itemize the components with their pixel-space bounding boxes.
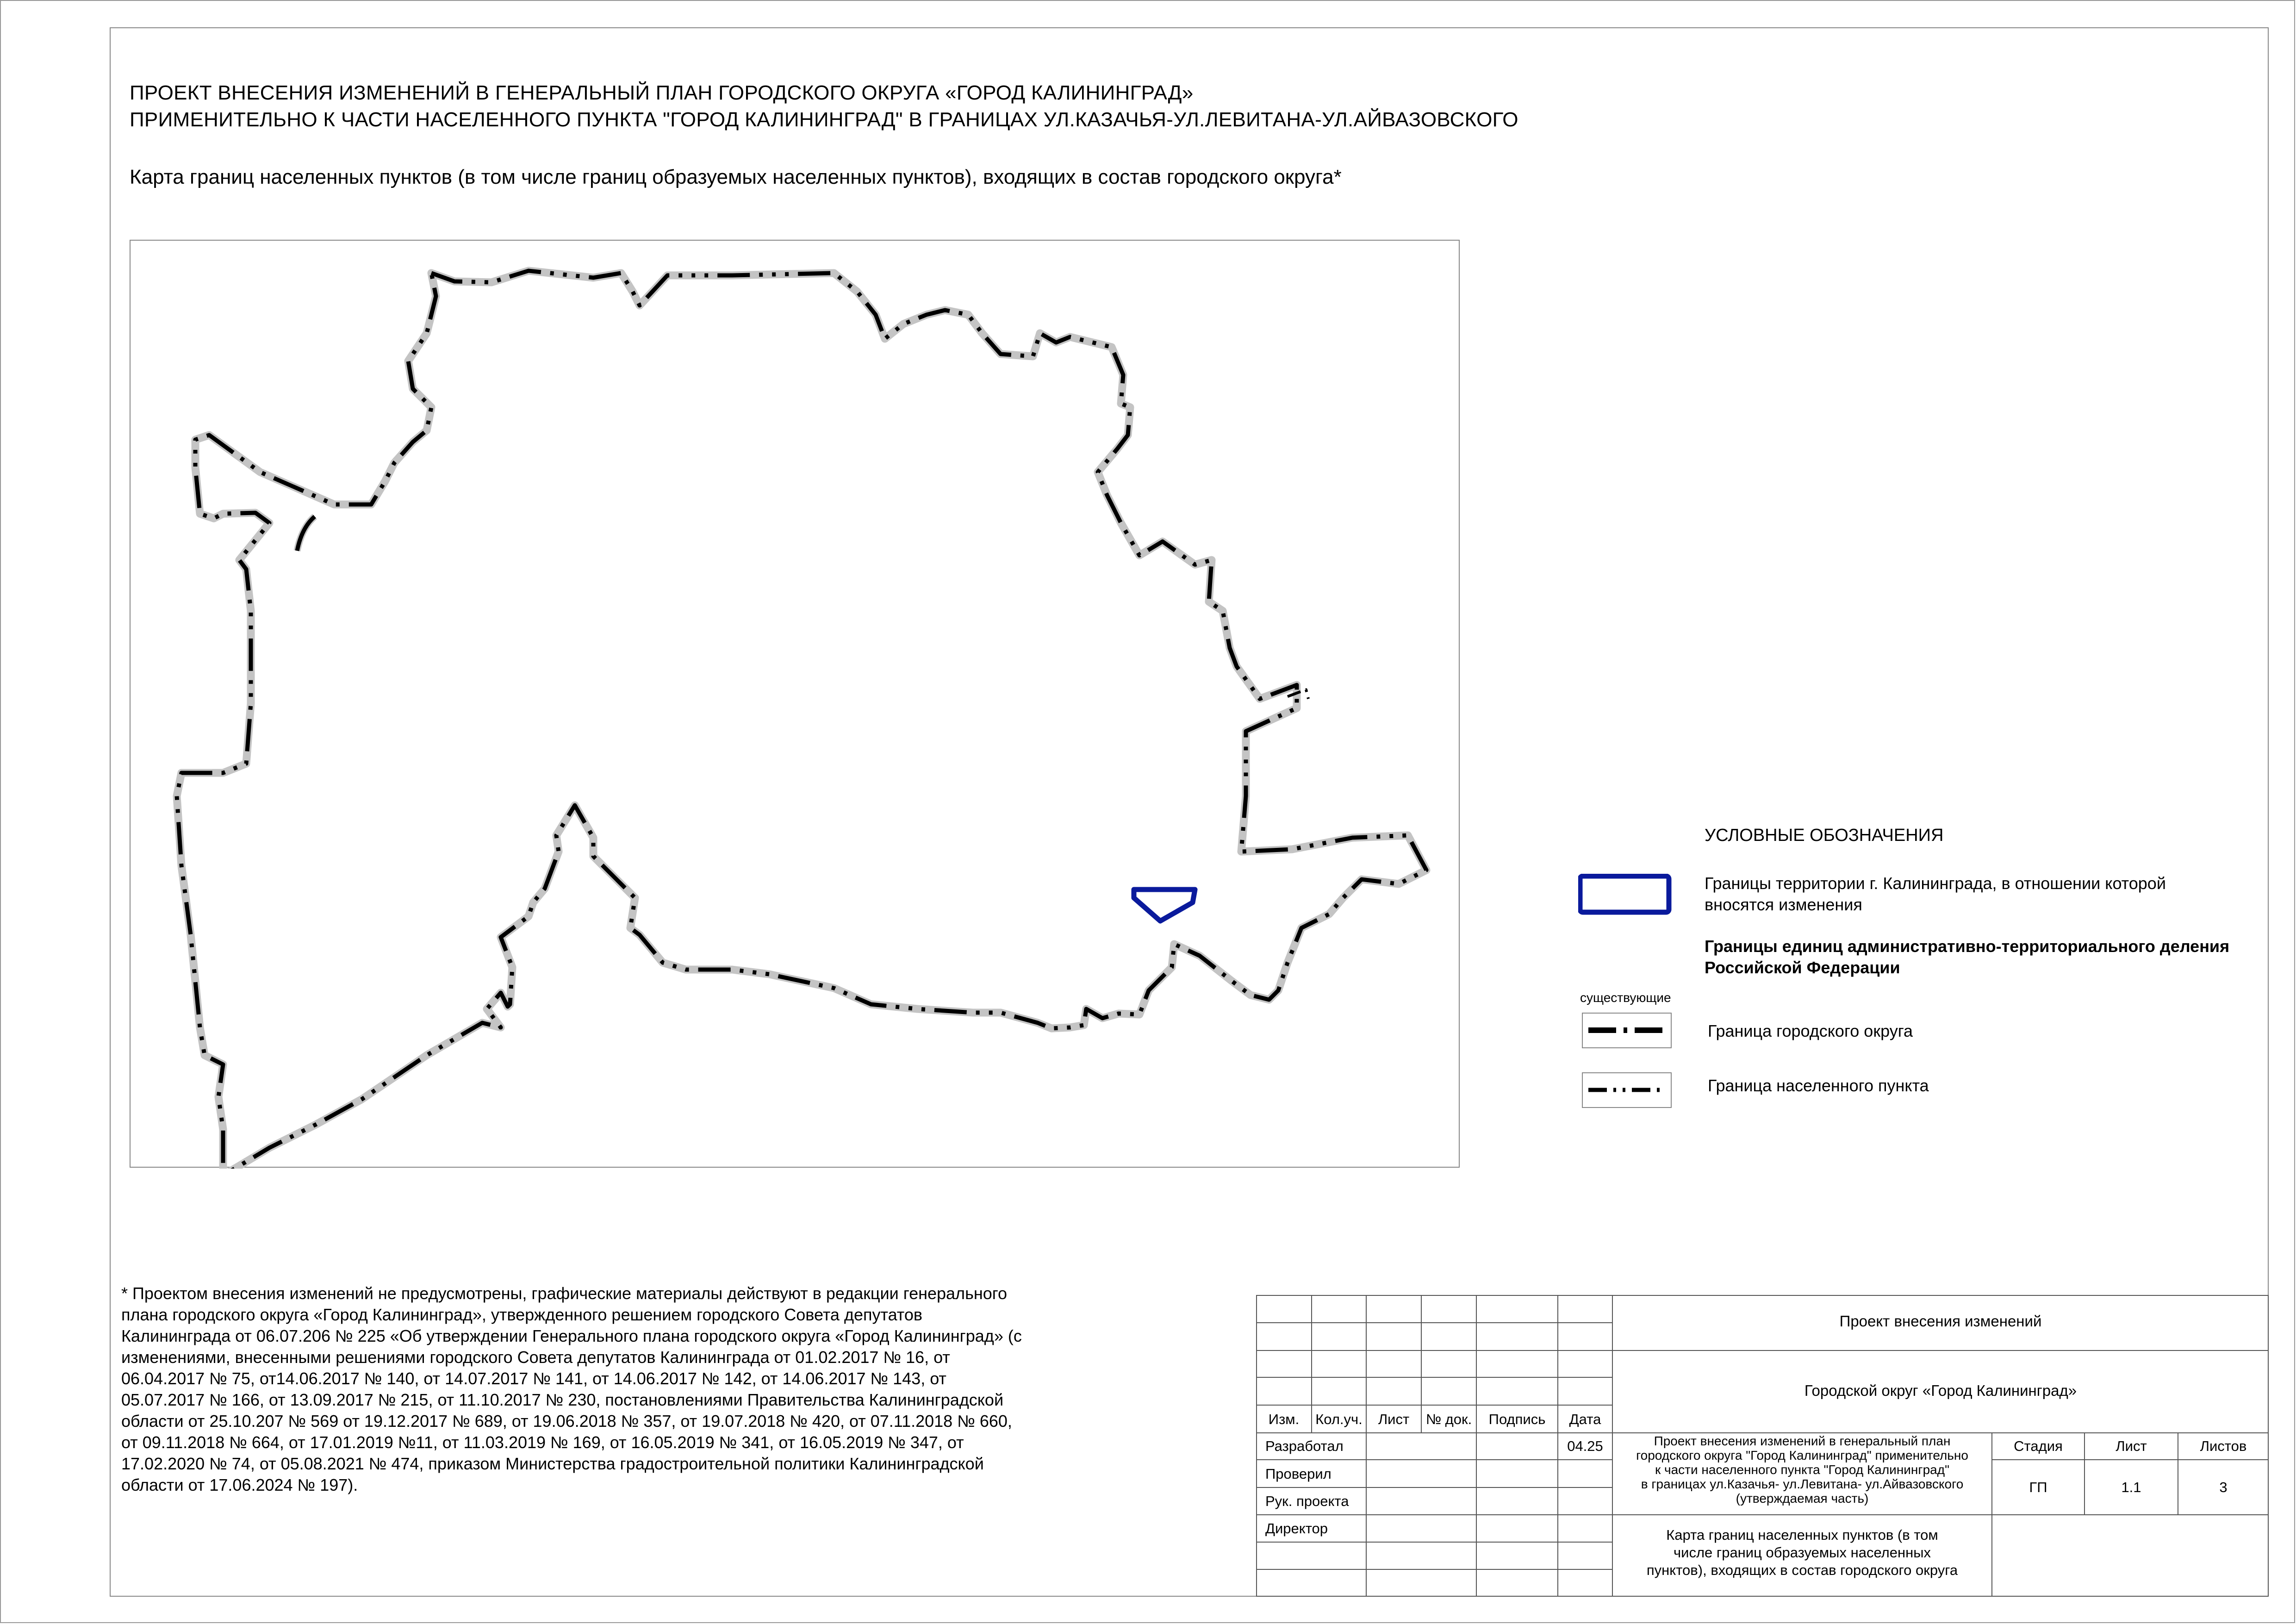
stamp-sheet-value: 1.1 — [2121, 1479, 2141, 1495]
boundary-halo — [177, 271, 1426, 1169]
legend-swatches — [1578, 874, 1680, 985]
stamp-header-signature: Подпись — [1488, 1411, 1546, 1427]
footnote: * Проектом внесения изменений не предусмотрены, графические материалы действуют в редакции генерального плана городского округа «Город Калининград», утвержденного решением городского Совета депутатов Калининграда от 06.07.206 № 225 «Об утверждении Генерального плана городского округа «Город Калининград» (с изменениями, внесенными решениями городского Совета депутатов Калининграда от 01.02.2017 № 16, от 06.04.2017 № 75, от14.06.2017 № 140, от 14.07.2017 № 141, от 14.06.2017 № 142, от 14.06.2017 № 143, от 05.07.2017 № 166, от 13.09.2017 № 215, от 11.10.2017 № 230, постановлениями Правительства Калининградской области от 25.10.207 № 569 от 19.12.2017 № 689, от 19.06.2018 № 357, от 19.07.2018 № 420, от 07.11.2018 № 660, от 09.11.2018 № 664, от 17.01.2019 №11, от 11.03.2019 № 169, от 16.05.2019 № 341, от 16.05.2019 № 347, от 17.02.2020 № 74, от 05.08.2021 № 474, приказом Министерства градостроительной политики Калининградской области от 17.06.2024 № 197). — [121, 1284, 1022, 1494]
map-subtitle: Карта границ населенных пунктов (в том числе границ образуемых населенных пунктов), входящих в состав городского округа* — [130, 166, 1342, 188]
stamp-role-director: Директор — [1265, 1520, 1328, 1537]
legend-admin-heading — [1705, 936, 2229, 978]
settlement-boundary-line — [177, 271, 1426, 1169]
stamp-role-checked: Проверил — [1265, 1466, 1332, 1482]
map-panel — [130, 240, 1460, 1168]
title-line-2: ПРИМЕНИТЕЛЬНО К ЧАСТИ НАСЕЛЕННОГО ПУНКТА "ГОРОД КАЛИНИНГРАД" В ГРАНИЦАХ УЛ.КАЗАЧЬЯ-УЛ.ЛЕВИТАНА-УЛ.АЙВАЗОВСКОГО — [130, 108, 1518, 131]
stamp-description-line-1: Проект внесения изменений в генеральный план — [1654, 1434, 1951, 1448]
stamp-sheet-title-line-3: пунктов), входящих в состав городского округа — [1646, 1562, 1958, 1578]
stamp-description-line-3: к части населенного пункта "Город Калининград" — [1655, 1462, 1950, 1477]
legend-change-area-label: Границы территории г. Калининграда, в отношении которой вносятся изменения — [1705, 874, 2166, 914]
title-block — [1256, 1295, 2269, 1597]
legend-settlement-boundary-label: Граница населенного пункта — [1708, 1076, 1929, 1095]
stamp-sheet-title-line-1: Карта границ населенных пунктов (в том — [1666, 1527, 1938, 1543]
stamp-stage-value: ГП — [2029, 1479, 2047, 1495]
city-boundary-map — [131, 241, 1461, 1169]
stamp-header-date: Дата — [1569, 1411, 1601, 1427]
stamp-description-line-2: городского округа "Город Калининград" применительно — [1636, 1448, 1968, 1462]
stamp-sheets-label: Листов — [2200, 1438, 2247, 1454]
legend-admin-heading-line-1: Границы единиц административно-территориального деления — [1705, 937, 2230, 956]
change-area-swatch — [1580, 876, 1669, 912]
legend-existing-label: существующие — [1580, 990, 1671, 1005]
stamp-sheet-title-line-2: числе границ образуемых населенных — [1673, 1544, 1931, 1561]
drawing-title — [130, 80, 1518, 133]
legend-admin-heading-line-2: Российской Федерации — [1705, 958, 1900, 977]
stamp-role-project-lead: Рук. проекта — [1265, 1493, 1349, 1509]
stamp-sheet-title — [1612, 1526, 1992, 1579]
legend-line-swatches — [1582, 1013, 1674, 1114]
stamp-header-kol-uch: Кол.уч. — [1315, 1411, 1363, 1427]
change-territory-outline — [1134, 890, 1195, 921]
stamp-okrug: Городской округ «Город Калининград» — [1804, 1382, 2077, 1399]
stamp-description-line-5: (утверждаемая часть) — [1736, 1491, 1869, 1506]
stamp-header-izm: Изм. — [1268, 1411, 1300, 1427]
stamp-description-line-4: в границах ул.Казачья- ул.Левитана- ул.Айвазовского — [1641, 1477, 1964, 1491]
stamp-date-developed: 04.25 — [1567, 1438, 1603, 1454]
stamp-project: Проект внесения изменений — [1839, 1313, 2042, 1330]
stamp-sheets-value: 3 — [2219, 1479, 2228, 1495]
stamp-header-list: Лист — [1378, 1411, 1410, 1427]
legend-okrug-boundary-label: Граница городского округа — [1708, 1021, 1913, 1040]
stamp-description — [1612, 1434, 1992, 1506]
stamp-header-doc-no: № док. — [1425, 1411, 1472, 1427]
stamp-role-developed: Разработал — [1265, 1438, 1344, 1454]
stamp-sheet-label: Лист — [2116, 1438, 2147, 1454]
legend-title: УСЛОВНЫЕ ОБОЗНАЧЕНИЯ — [1705, 826, 1944, 845]
title-line-1: ПРОЕКТ ВНЕСЕНИЯ ИЗМЕНЕНИЙ В ГЕНЕРАЛЬНЫЙ ПЛАН ГОРОДСКОГО ОКРУГА «ГОРОД КАЛИНИНГРАД» — [130, 81, 1194, 104]
stamp-stage-label: Стадия — [2014, 1438, 2063, 1454]
